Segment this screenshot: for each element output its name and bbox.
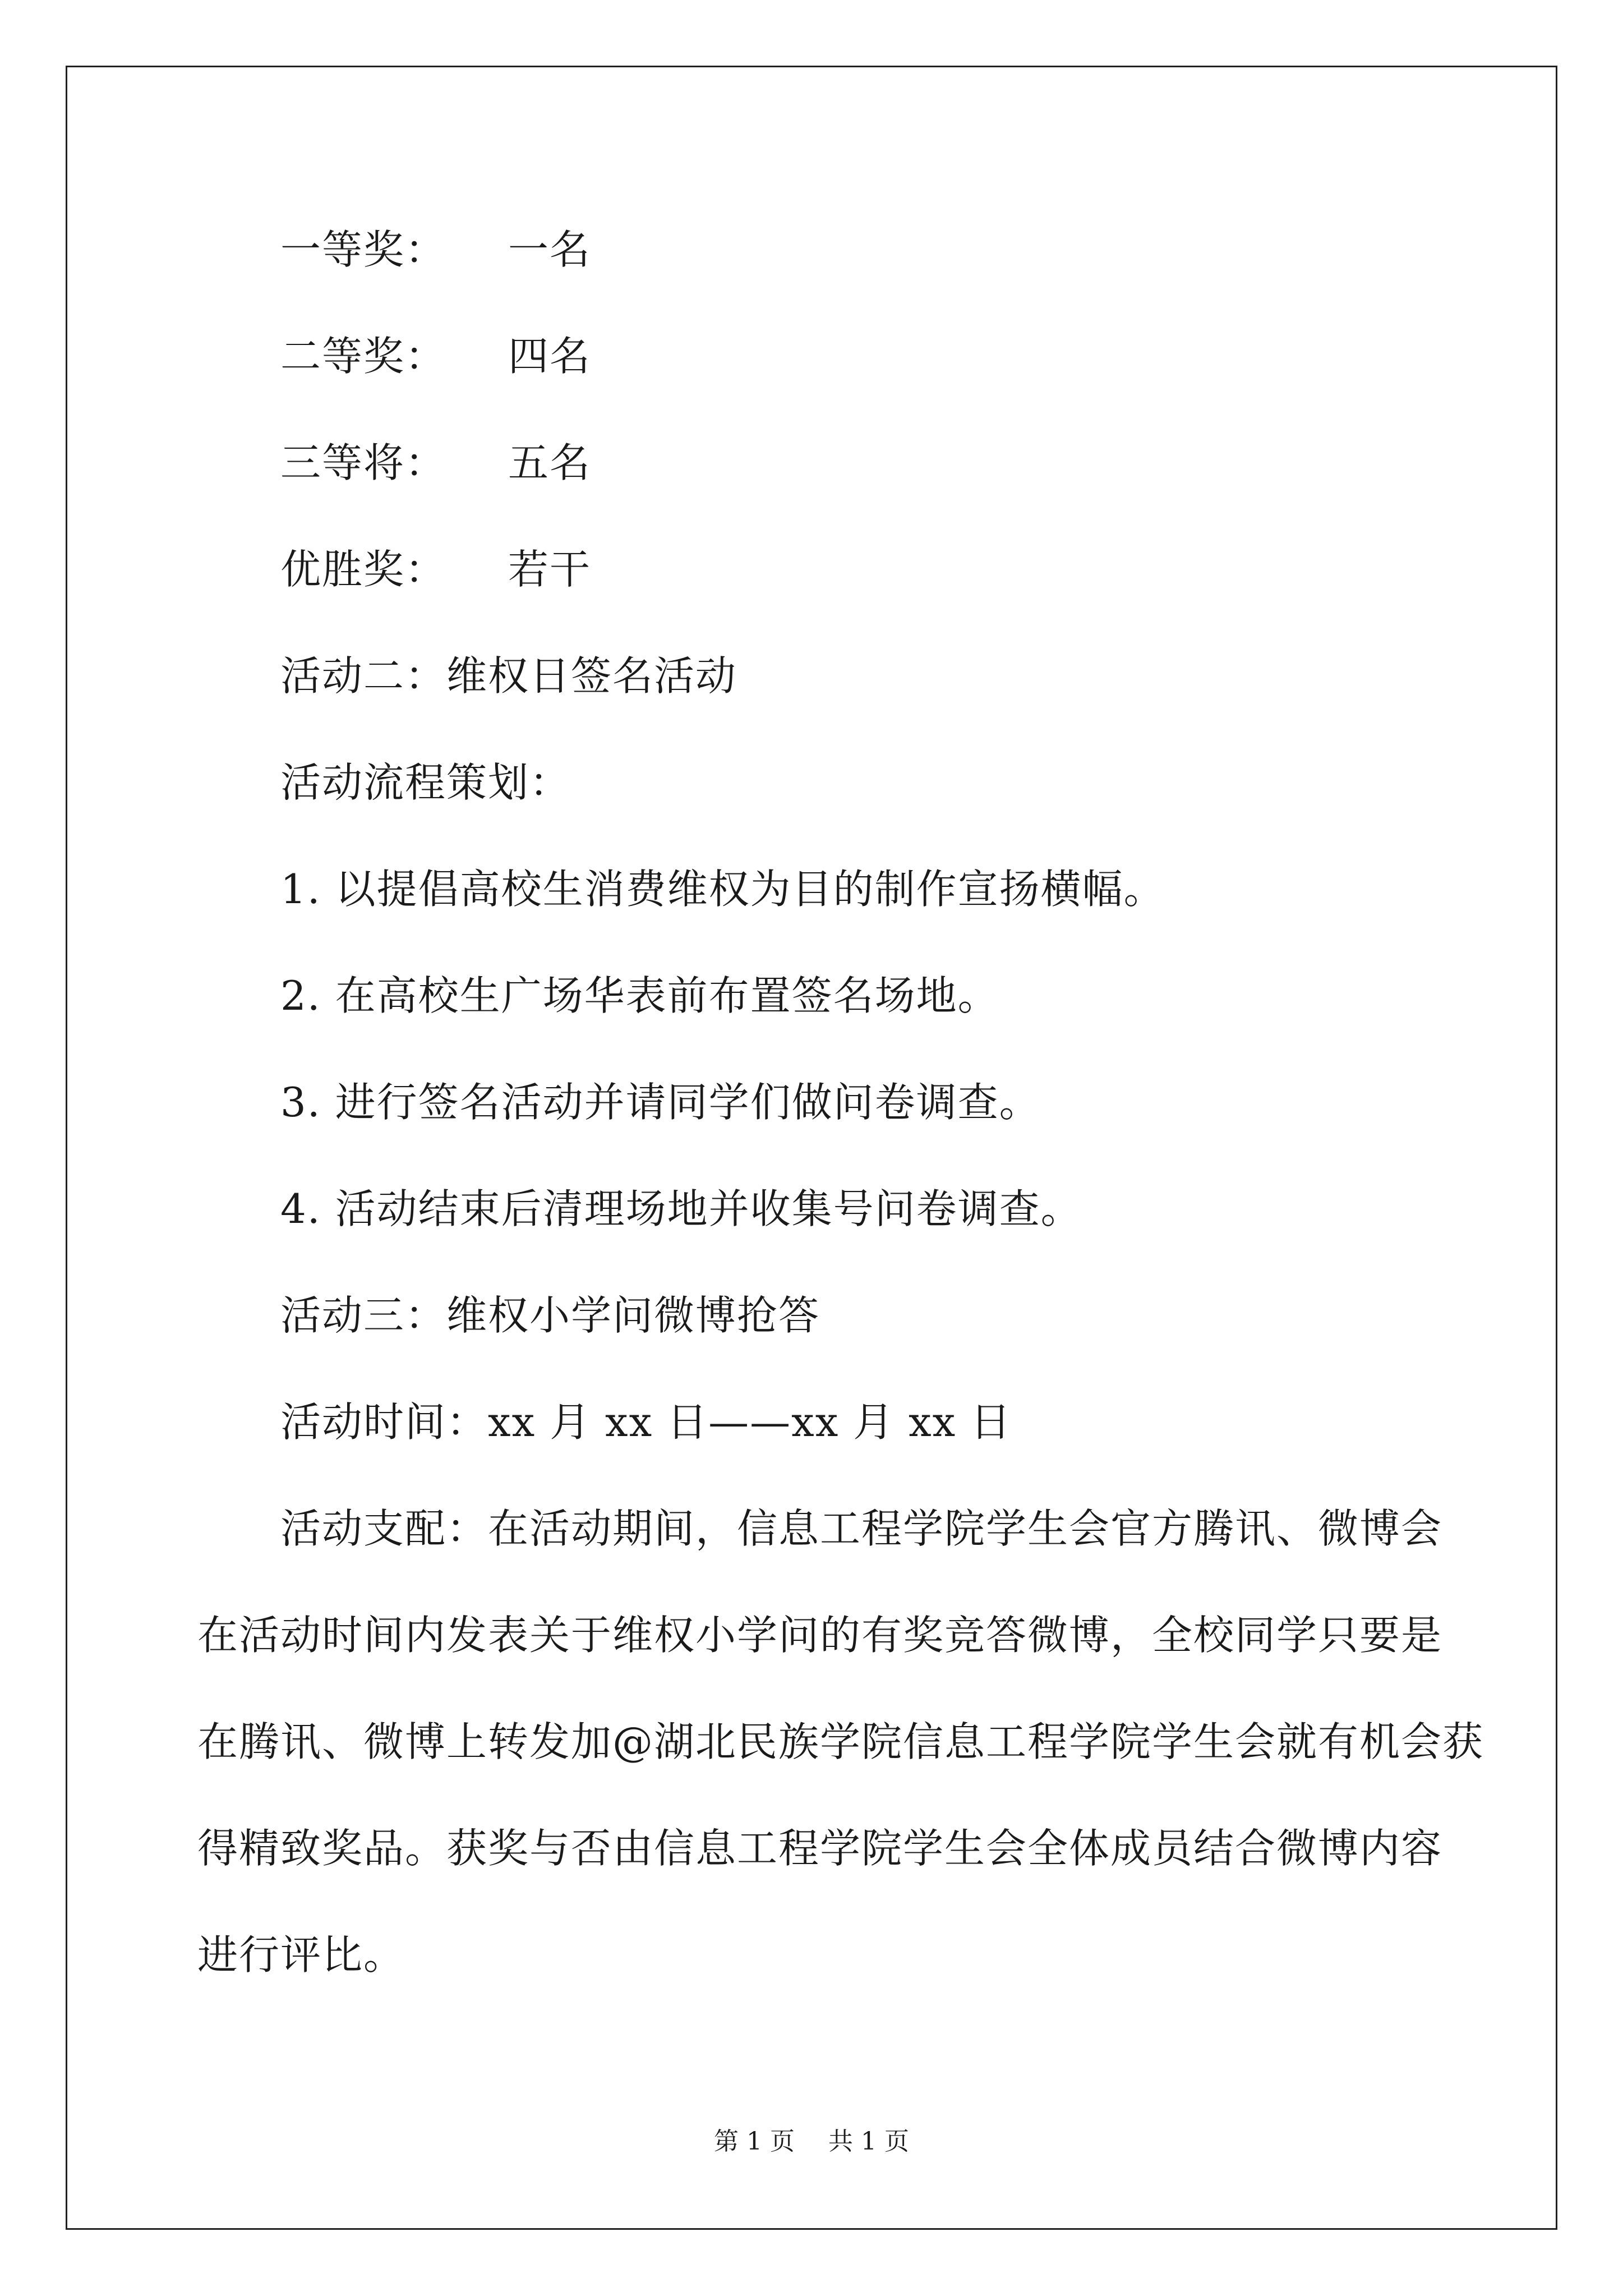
activity2-title: 活动二：维权日签名活动: [280, 652, 737, 700]
prize-label: 优胜奖：: [280, 546, 447, 593]
activity3-arrangement-line-3: 在腾讯、微博上转发加@湖北民族学院信息工程学院学生会就有机会获: [197, 1718, 1484, 1765]
prize-value: 五名: [508, 439, 592, 486]
prize-value: 若干: [508, 546, 592, 593]
prize-value: 四名: [508, 333, 592, 380]
page-footer: [0, 2125, 1623, 2159]
prize-second: [280, 331, 591, 381]
prize-merit: [280, 544, 591, 595]
prize-third: [280, 438, 591, 488]
activity3-time: 活动时间：xx 月 xx 日——xx 月 xx 日: [280, 1398, 1012, 1446]
activity3-arrangement-line-2: 在活动时间内发表关于维权小学问的有奖竞答微博，全校同学只要是: [197, 1612, 1443, 1659]
page-number-total: 共 1 页: [828, 2127, 909, 2156]
activity3-title: 活动三：维权小学问微博抢答: [280, 1292, 820, 1339]
activity3-arrangement-line-5: 进行评比。: [197, 1931, 405, 1978]
prize-label: 一等奖：: [280, 226, 447, 273]
page-number-current: 第 1 页: [714, 2127, 795, 2156]
prize-label: 二等奖：: [280, 333, 447, 380]
activity2-step-1: 1. 以提倡高校生消费维权为目的制作宣扬横幅。: [280, 866, 1165, 913]
activity2-step-2: 2. 在高校生广场华表前布置签名场地。: [280, 972, 999, 1019]
activity2-plan-heading: 活动流程策划：: [280, 759, 571, 806]
activity3-arrangement-line-4: 得精致奖品。获奖与否由信息工程学院学生会全体成员结合微博内容: [197, 1825, 1443, 1872]
prize-label: 三等将：: [280, 439, 447, 486]
page-border: [66, 66, 1557, 2230]
activity3-arrangement-line-1: 活动支配：在活动期间，信息工程学院学生会官方腾讯、微博会: [280, 1505, 1443, 1552]
activity2-step-4: 4. 活动结束后清理场地并收集号问卷调查。: [280, 1185, 1082, 1232]
activity2-step-3: 3. 进行签名活动并请同学们做问卷调查。: [280, 1079, 1041, 1126]
prize-value: 一名: [508, 226, 592, 273]
prize-first: [280, 224, 591, 275]
